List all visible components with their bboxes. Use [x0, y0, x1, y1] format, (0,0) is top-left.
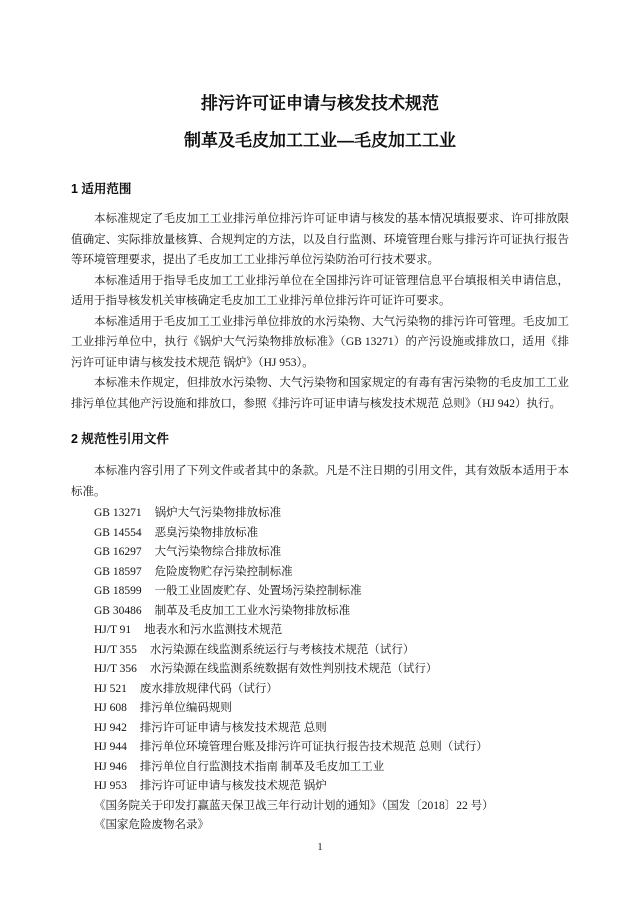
- reference-item: [94, 719, 569, 739]
- reference-code: GB 13271: [94, 507, 142, 519]
- reference-item: [94, 641, 569, 661]
- scope-paragraph: 本标准适用于毛皮加工工业排污单位排放的水污染物、大气污染物的排污许可管理。毛皮加工工业排污单位中，执行《锅炉大气污染物排放标准》（GB 13271）的产污设施或排放口，适用《排污许可证申请与核发技术规范 锅炉》（HJ 953）。: [71, 315, 569, 369]
- reference-title: 危险废物贮存污染控制标准: [154, 565, 293, 578]
- reference-item: [94, 680, 569, 700]
- reference-title: 恶臭污染物排放标准: [154, 526, 259, 539]
- reference-title: 排污许可证申请与核发技术规范 总则: [139, 721, 327, 734]
- reference-code: GB 18597: [94, 565, 142, 578]
- reference-code: HJ/T 356: [94, 663, 137, 675]
- reference-title: 水污染源在线监测系统数据有效性判别技术规范（试行）: [149, 663, 438, 675]
- reference-title: 一般工业固废贮存、处置场污染控制标准: [154, 585, 362, 597]
- reference-item: [94, 524, 569, 544]
- reference-item: [94, 777, 569, 797]
- reference-code: GB 30486: [94, 604, 142, 617]
- reference-title: 地表水和污水监测技术规范: [144, 624, 283, 636]
- scope-paragraphs: [71, 209, 569, 414]
- reference-item: [94, 621, 569, 641]
- reference-item: [94, 738, 569, 758]
- reference-item: [94, 758, 569, 778]
- reference-code: GB 16297: [94, 546, 142, 558]
- reference-item: [94, 660, 569, 680]
- reference-item: [94, 602, 569, 622]
- reference-code: HJ 953: [94, 780, 127, 792]
- reference-title: 排污单位编码规则: [139, 702, 232, 714]
- reference-title: 排污单位环境管理台账及排污许可证执行报告技术规范 总则（试行）: [139, 741, 488, 753]
- reference-title: 《国务院关于印发打赢蓝天保卫战三年行动计划的通知》（国发〔2018〕22 号）: [94, 799, 494, 812]
- scope-paragraph: 本标准未作规定，但排放水污染物、大气污染物和国家规定的有毒有害污染物的毛皮加工工业排污单位其他产污设施和排放口，参照《排污许可证申请与核发技术规范 总则》（HJ 942）执行。: [71, 377, 569, 410]
- references-list: [71, 504, 569, 836]
- reference-item: [94, 816, 569, 836]
- reference-title: 锅炉大气污染物排放标准: [154, 507, 282, 519]
- references-intro: 本标准内容引用了下列文件或者其中的条款。凡是不注日期的引用文件，其有效版本适用于本标准。: [71, 465, 569, 498]
- reference-code: GB 14554: [94, 526, 142, 539]
- reference-code: HJ 521: [94, 682, 127, 695]
- reference-item: [94, 543, 569, 563]
- reference-code: GB 18599: [94, 585, 142, 597]
- reference-title: 废水排放规律代码（试行）: [139, 682, 278, 695]
- reference-item: [94, 563, 569, 583]
- doc-title-line2: 制革及毛皮加工工业—毛皮加工工业: [184, 131, 456, 150]
- reference-item: [94, 582, 569, 602]
- reference-title: 水污染源在线监测系统运行与考核技术规范（试行）: [149, 643, 415, 656]
- reference-code: HJ 608: [94, 702, 127, 714]
- reference-title: 制革及毛皮加工工业水污染物排放标准: [154, 604, 351, 617]
- doc-title-line1: 排污许可证申请与核发技术规范: [201, 94, 439, 113]
- scope-paragraph: 本标准规定了毛皮加工工业排污单位排污许可证申请与核发的基本情况填报要求、许可排放限值确定、实际排放量核算、合规判定的方法，以及自行监测、环境管理台账与排污许可证执行报告等环境管理要求，提出了毛皮加工工业排污单位污染防治可行技术要求。: [71, 213, 569, 266]
- section-heading-scope: 1 适用范围: [71, 182, 132, 196]
- scope-paragraph: 本标准适用于指导毛皮加工工业排污单位在全国排污许可证管理信息平台填报相关申请信息，适用于指导核发机关审核确定毛皮加工工业排污单位排污许可证许可要求。: [71, 274, 569, 307]
- reference-item: [94, 504, 569, 524]
- reference-code: HJ 946: [94, 760, 127, 773]
- reference-title: 排污单位自行监测技术指南 制革及毛皮加工工业: [139, 760, 385, 773]
- reference-title: 《国家危险废物名录》: [94, 819, 209, 831]
- reference-item: [94, 797, 569, 817]
- reference-code: HJ 942: [94, 721, 127, 734]
- reference-code: HJ/T 355: [94, 643, 137, 656]
- reference-title: 大气污染物综合排放标准: [154, 546, 282, 558]
- page-number: 1: [317, 841, 323, 853]
- section-heading-references: 2 规范性引用文件: [71, 432, 169, 446]
- reference-code: HJ/T 91: [94, 624, 132, 636]
- reference-item: [94, 699, 569, 719]
- reference-title: 排污许可证申请与核发技术规范 锅炉: [139, 780, 327, 792]
- reference-code: HJ 944: [94, 741, 127, 753]
